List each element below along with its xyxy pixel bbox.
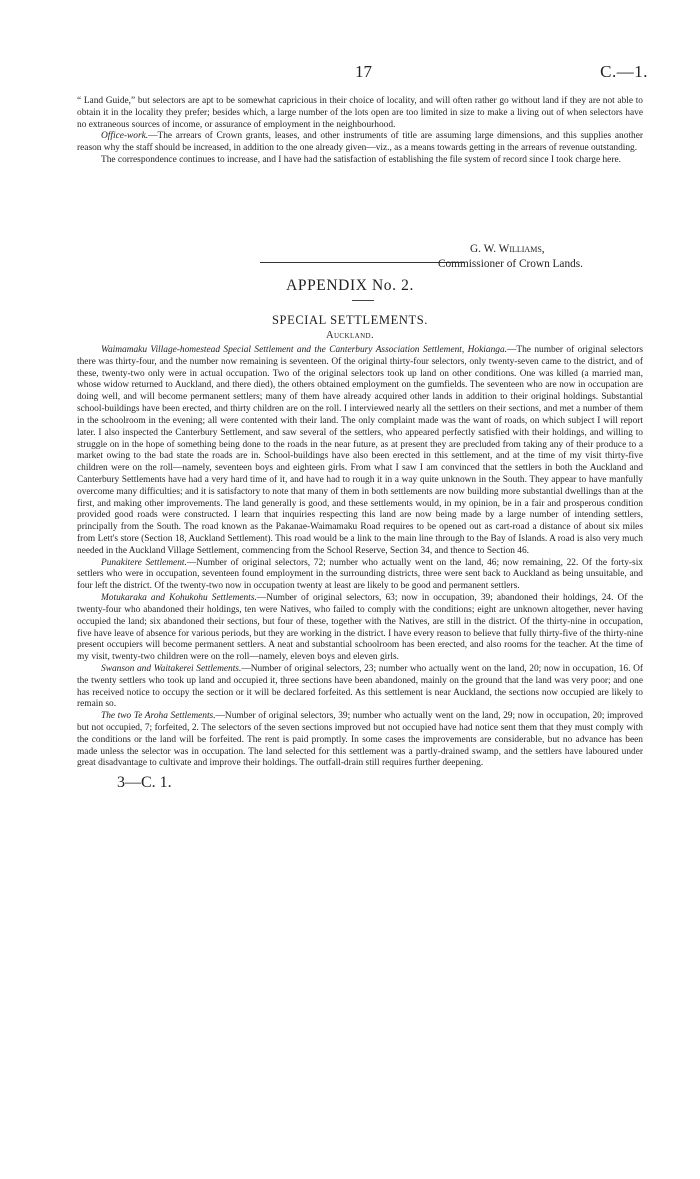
intro-paragraph-1: “ Land Guide,” but selectors are apt to be somewhat capricious in their choice of locality, and will often rather go without land if they are not able to obtain it in the locality they prefer; besides which, a large number of the lots open are too limited in size to make a living out of when selectors have no extraneous sources of income, or assurance of employment in the neighbourhood. xyxy=(77,96,643,130)
settlement-text: —Number of original selectors, 23; number who actually went on the land, 20; now in occupation, 16. Of the twenty settlers who took up land and occupied it, three sections have been abandoned, mainly on the ground that the land was very poor; and one has received notice to occupy the section or it will be declared forfeited. As this settlement is near Auckland, the sections now occupied are likely to remain so. xyxy=(77,663,643,710)
appendix-title: APPENDIX No. 2. xyxy=(286,277,414,294)
settlement-text: —Number of original selectors, 72; number who actually went on the land, 46; now remaining, 22. Of the forty-six settlers who were in occupation, seventeen found employment in the surrounding districts, three were sent back to Auckland as being unsuitable, and four left the district. Of the twenty-two now in occupation twenty at least are likely to be good and permanent settlers. xyxy=(77,557,643,592)
appendix-subtitle: SPECIAL SETTLEMENTS. xyxy=(272,313,428,327)
settlement-text: —Number of original selectors, 39; number who actually went on the land, 29; now in occupation, 20; improved but not occupied, 7; forfeited, 2. The selectors of the seven sections improved but not occupied have had notice sent them that they must comply with the conditions or the land will be forfeited. The rent is paid promptly. In some cases the improvements are considerable, but no advance has been made unless the selector was in occupation. The land selected for this settlement was a partly-drained swamp, and the settlers have laboured under great disadvantage to cultivate and improve their holdings. The outfall-drain still requires further deepening. xyxy=(77,711,643,769)
settlement-heading: Waimamaku Village-homestead Special Settlement and the Canterbury Association Settlement, Hokianga. xyxy=(101,345,507,355)
document-reference: C.—1. xyxy=(600,62,648,81)
settlement-heading: Swanson and Waitakerei Settlements. xyxy=(101,663,242,674)
settlement-text: —Number of original selectors, 63; now in occupation, 39; abandoned their holdings, 24. Of the twenty-four who abandoned their holdings, ten were Natives, who failed to comply with the conditions; eight are unknown altogether, never having occupied the land; six abandoned their sections, but four of these, together with the Natives, are still in the district. Of the thirty-nine in occupation, five have leave of absence for various periods, but they are working in the district. I have every reason to believe that fully thirty-five of the thirty-nine present occupiers will become permanent settlers. A neat and substantial schoolroom has been erected, and also rooms for the teacher. At the time of my visit, twenty-two children were on the roll—namely, eleven boys and eleven girls. xyxy=(77,593,643,663)
office-work-heading: Office-work. xyxy=(101,131,149,142)
settlement-heading: The two Te Aroha Settlements. xyxy=(101,711,216,722)
settlement-paragraph xyxy=(77,664,643,711)
settlement-paragraph xyxy=(77,345,643,558)
settlement-paragraph xyxy=(77,558,643,593)
settlements-body xyxy=(77,345,643,770)
page-number: 17 xyxy=(355,62,372,81)
signature-title: Commissioner of Crown Lands. xyxy=(438,258,583,270)
intro-paragraph-3: The correspondence continues to increase, and I have had the satisfaction of establishing the file system of record since I took charge here. xyxy=(101,155,621,166)
section-divider xyxy=(260,262,465,263)
settlement-paragraph xyxy=(77,593,643,664)
office-work-text: —The arrears of Crown grants, leases, and other instruments of title are assuming large dimensions, and this supplies another reason why the staff should be increased, in addition to the one already given—viz., as a means towards getting in the arrears of revenue outstanding. xyxy=(77,131,643,154)
page-header xyxy=(0,62,700,82)
signature-mark: 3—C. 1. xyxy=(117,774,172,791)
intro-block xyxy=(77,96,643,167)
settlement-heading: Punakitere Settlement. xyxy=(101,557,187,568)
title-underline xyxy=(352,300,374,301)
settlement-heading: Motukaraka and Kohukohu Settlements. xyxy=(101,593,257,604)
region-heading: Auckland. xyxy=(325,330,375,341)
settlement-paragraph xyxy=(77,711,643,770)
settlement-text: —The number of original selectors there was thirty-four, and the number now remaining is seventeen. Of the original thirty-four selectors, only twenty-seven came to the district, and of these, twenty-two only were in actual occupation. Two of the original selectors took up land on other conditions. One was killed (a married man, whose widow returned to Auckland, and there died), the others obtained employment on the gumfields. The seventeen who are now in occupation are doing well, and will become permanent settlers; many of them have already acquired other lands in addition to their original holdings. Substantial school-buildings have been erected, and thirty children are on the roll. I interviewed nearly all the settlers on their sections, and met a number of them in the schoolroom in the evening; all were contented with their land. The only complaint made was the want of roads, on which subject I will report later. I also inspected the Canterbury Settlement, and saw several of the settlers, who appeared perfectly satisfied with their holdings, and willing to struggle on in the hope of something being done to the roads in the near future, as at present they are precluded from taking any of their produce to a market owing to the bad state the roads are in. School-buildings have also been erected in this settlement, and at the time of my visit thirty-five children were on the roll—namely, seventeen boys and eighteen girls. From what I saw I am convinced that the settlers in both the Auckland and Canterbury Settlements have had a very hard time of it, and have had to rough it in a way quite unknown in the South. They appear to have manfully overcome many difficulties; and it is satisfactory to note that many of them in both settlements are now building more substantial dwellings than at the first, and making other improvements. The land generally is good, and these settlements would, in my opinion, be in a fair and prosperous condition provided good roads were constructed. I learn that inquiries respecting this land are now being made by a large number of intending settlers, principally from the South. The road known as the Pakanae-Waimamaku Road requires to be opened out as cart-road a distance of about six miles from Lett's store (Section 18, Auckland Settlement). This road would be a link to the main line through to the Bay of Islands. A road is also very much needed in the Auckland Village Settlement, commencing from the School Reserve, Section 34, and thence to Section 46. xyxy=(77,345,643,556)
intro-paragraph-2 xyxy=(77,131,643,155)
signature-name: G. W. Williams, xyxy=(470,243,545,255)
